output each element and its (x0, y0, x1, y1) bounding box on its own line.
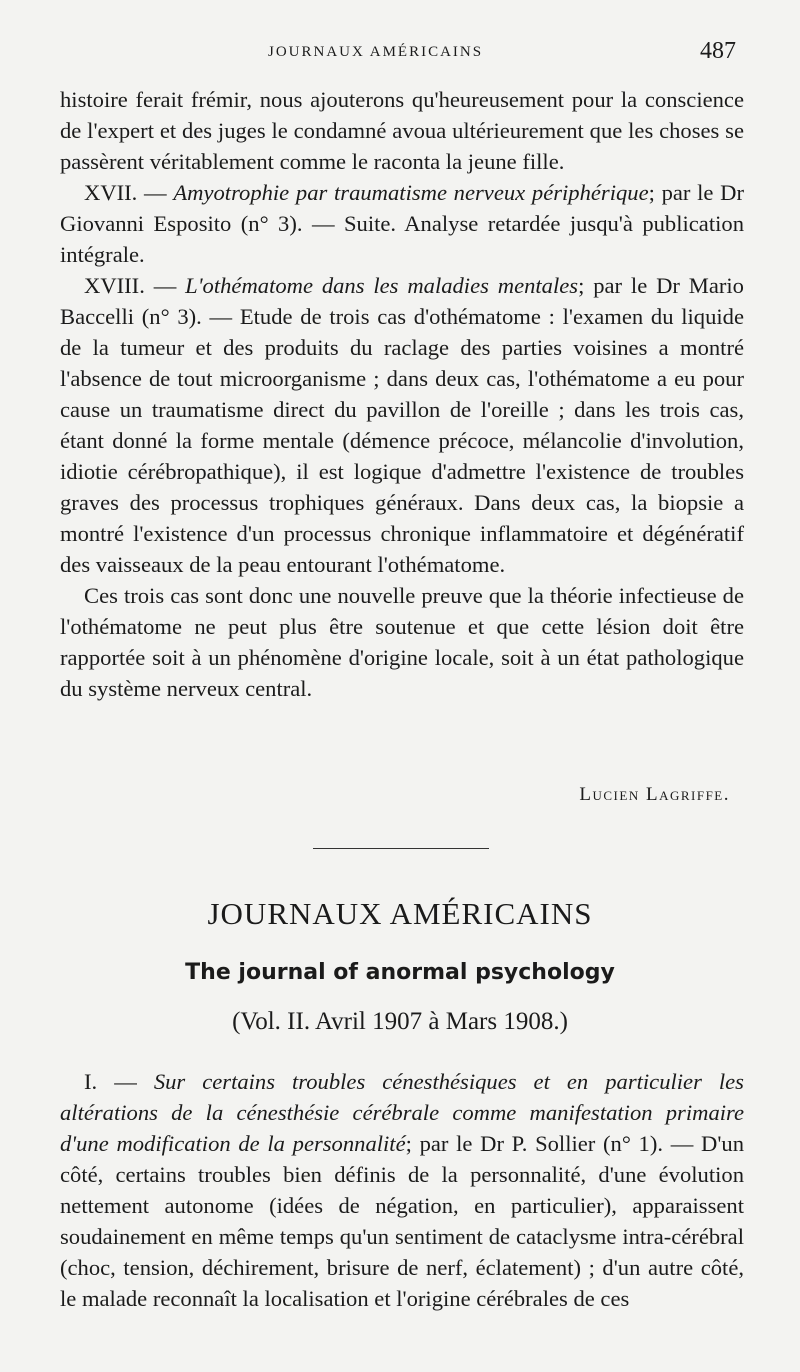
journal-title: The journal of anormal psychology (185, 960, 615, 985)
page-header (0, 38, 800, 68)
conclusion-paragraph: Ces trois cas sont donc une nouvelle preuve que la théorie infectieuse de l'othématome ne peut plus être soutenue et que cette lésion doit être rapportée soit à un phénomène d'origine locale, soit à un état pathologique du système nerveux central. (60, 583, 744, 701)
top-paragraph: histoire ferait frémir, nous ajouterons qu'heureusement pour la conscience de l'expert et des juges le condamné avoua ultérieurement que les choses se passèrent véritablement comme le raconta la jeune fille. (60, 87, 744, 174)
author-signature: Lucien Lagriffe. (579, 784, 730, 805)
entry-i-title: Sur certains troubles cénesthésiques et en particulier les altérations de la cénesthésie cérébrale comme manifestation primaire d'une modification de la personnalité (60, 1069, 744, 1156)
upper-text-block (60, 84, 744, 704)
entry-xviii-title: L'othématome dans les maladies mentales (185, 273, 579, 298)
entry-i-number: I. — (84, 1069, 154, 1094)
section-divider (313, 848, 489, 849)
entry-i (60, 1066, 744, 1314)
entry-xviii-number: XVIII. — (84, 273, 186, 298)
entry-xviii (60, 270, 744, 580)
entry-xvii (60, 177, 744, 270)
entry-i-rest: ; par le Dr P. Sollier (n° 1). — D'un côté, certains troubles bien définis de la personnalité, d'une évolution nettement autonome (idées de négation, en particulier), apparaissent soudainement en même temps qu'un sentiment de cataclysme intra-cérébral (choc, tension, déchirement, brisure de nerf, éclatement) ; d'un autre côté, le malade reconnaît la localisation et l'origine cérébrales de ces (60, 1131, 744, 1311)
entry-xviii-rest: ; par le Dr Mario Baccelli (n° 3). — Etude de trois cas d'othématome : l'examen du liquide de la tumeur et des produits du raclage des parties voisines a montré l'absence de tout microorganisme ; dans deux cas, l'othématome a eu pour cause un traumatisme direct du pavillon de l'oreille ; dans les trois cas, étant donné la forme mentale (démence précoce, mélancolie d'involution, idiotie cérébropathique), il est logique d'admettre l'existence de troubles graves des processus trophiques généraux. Dans deux cas, la biopsie a montré l'existence d'un processus chronique inflammatoire et dégénératif des vaisseaux de la peau entourant l'othématome. (60, 273, 744, 577)
entry-xvii-number: XVII. — (84, 180, 174, 205)
page-number: 487 (700, 38, 736, 64)
entry-xvii-rest: ; par le Dr Giovanni Esposito (n° 3). — Suite. Analyse retardée jusqu'à publication intégrale. (60, 180, 744, 267)
section-title: JOURNAUX AMÉRICAINS (207, 896, 593, 931)
running-head: JOURNAUX AMÉRICAINS (268, 44, 484, 60)
lower-text-block (60, 1066, 744, 1314)
volume-range: (Vol. II. Avril 1907 à Mars 1908.) (232, 1008, 568, 1035)
entry-xvii-title: Amyotrophie par traumatisme nerveux périphérique (173, 180, 649, 205)
